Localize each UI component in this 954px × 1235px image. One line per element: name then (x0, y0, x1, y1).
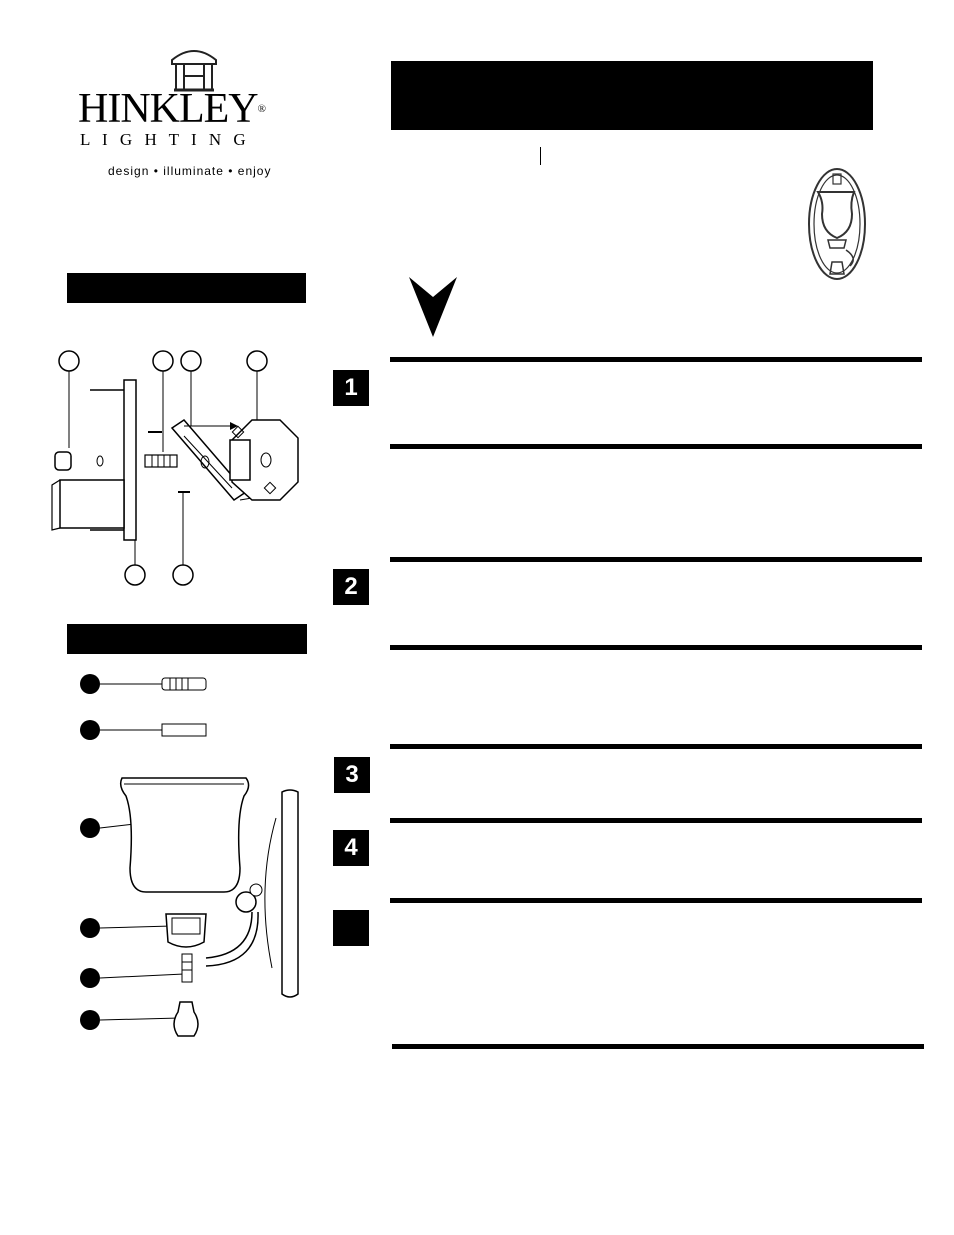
callout-circle (247, 351, 267, 371)
step-number-3: 3 (334, 757, 370, 793)
section-rule (390, 744, 922, 749)
step-number-4: 4 (333, 830, 369, 866)
down-arrow-icon (409, 277, 457, 337)
part-callout (80, 720, 100, 740)
part-callout (80, 1010, 100, 1030)
callout-circle (173, 565, 193, 585)
section-rule (390, 444, 922, 449)
lantern-emblem-icon (164, 44, 224, 92)
title-bar (391, 61, 873, 130)
brand-logo (78, 44, 304, 184)
part-callout (80, 968, 100, 988)
brand-tagline: design • illuminate • enjoy (108, 164, 272, 178)
brand-text: HINKLEY (78, 86, 258, 132)
brand-subtitle: L I G H T I N G (80, 130, 250, 149)
section-header-parts (67, 624, 307, 654)
part-callout (80, 674, 100, 694)
section-header-hardware (67, 273, 306, 303)
title-divider (540, 147, 541, 165)
parts-diagram (76, 668, 316, 1048)
section-rule (390, 898, 922, 903)
section-rule (392, 1044, 924, 1049)
mounting-diagram (40, 340, 340, 600)
part-callout (80, 818, 100, 838)
step-number-1: 1 (333, 370, 369, 406)
callout-circle (181, 351, 201, 371)
wall-sconce-icon (804, 166, 874, 286)
part-callout (80, 918, 100, 938)
callout-circle (59, 351, 79, 371)
brand-name (78, 88, 265, 130)
section-rule (390, 557, 922, 562)
section-rule (390, 645, 922, 650)
callout-circle (125, 565, 145, 585)
callout-circle (153, 351, 173, 371)
section-rule (390, 818, 922, 823)
section-rule (390, 357, 922, 362)
step-number-blank (333, 910, 369, 946)
step-number-2: 2 (333, 569, 369, 605)
registered-mark: ® (257, 103, 265, 115)
